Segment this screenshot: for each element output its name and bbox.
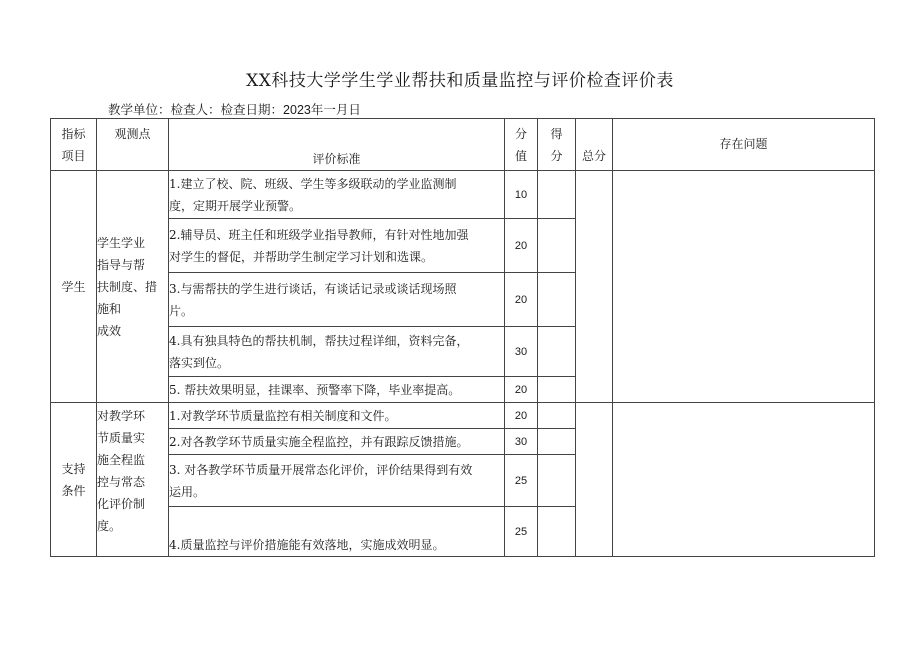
observation-cell: 对教学环 节质量实 施全程监 控与常态 化评价制 度。 <box>97 403 169 557</box>
date-value: 2023年一月日 <box>283 103 361 117</box>
evaluation-table <box>50 118 875 557</box>
points-cell: 10 <box>505 171 538 219</box>
criteria-cell: 3.与需帮扶的学生进行谈话，有谈话记录或谈话现场照 片。 <box>169 273 505 327</box>
issues-cell[interactable] <box>613 403 875 557</box>
points-cell: 20 <box>505 403 538 429</box>
criteria-cell: 3. 对各教学环节质量开展常态化评价，评价结果得到有效 运用。 <box>169 455 505 507</box>
indicator-header: 指标 项目 <box>51 119 97 171</box>
header-row <box>51 119 875 171</box>
score-cell[interactable] <box>538 327 576 377</box>
points-cell: 30 <box>505 327 538 377</box>
table-row <box>51 403 875 429</box>
criteria-cell: 2.对各教学环节质量实施全程监控，并有跟踪反馈措施。 <box>169 429 505 455</box>
table-row <box>51 171 875 219</box>
points-cell: 20 <box>505 377 538 403</box>
unit-label: 教学单位： <box>108 102 171 117</box>
points-cell: 20 <box>505 273 538 327</box>
issues-cell[interactable] <box>613 171 875 403</box>
score-cell[interactable] <box>538 377 576 403</box>
date-label: 检查日期： <box>220 102 284 117</box>
score-header: 得 分 <box>538 119 576 171</box>
criteria-cell: 4.质量监控与评价措施能有效落地，实施成效明显。 <box>169 507 505 557</box>
observation-cell: 学生学业 指导与帮 扶制度、措 施和 成效 <box>97 171 169 403</box>
score-cell[interactable] <box>538 403 576 429</box>
criteria-header: 评价标准 <box>169 119 505 171</box>
total-cell[interactable] <box>576 403 613 557</box>
category-cell: 支持 条件 <box>51 403 97 557</box>
total-cell[interactable] <box>576 171 613 403</box>
observation-header: 观测点 <box>97 119 169 171</box>
form-meta <box>108 100 361 118</box>
inspector-label: 检查人： <box>170 102 221 117</box>
points-header: 分 值 <box>505 119 538 171</box>
page-title: XX科技大学学生学业帮扶和质量监控与评价检查评价表 <box>246 71 674 91</box>
score-cell[interactable] <box>538 507 576 557</box>
score-cell[interactable] <box>538 273 576 327</box>
points-cell: 25 <box>505 455 538 507</box>
points-cell: 30 <box>505 429 538 455</box>
points-cell: 25 <box>505 507 538 557</box>
points-cell: 20 <box>505 219 538 273</box>
issues-header: 存在问题 <box>613 119 875 171</box>
score-cell[interactable] <box>538 171 576 219</box>
total-header: 总分 <box>576 119 613 171</box>
score-cell[interactable] <box>538 429 576 455</box>
score-cell[interactable] <box>538 455 576 507</box>
criteria-cell: 2.辅导员、班主任和班级学业指导教师，有针对性地加强 对学生的督促，并帮助学生制定学习计划和选课。 <box>169 219 505 273</box>
criteria-cell: 1.建立了校、院、班级、学生等多级联动的学业监测制 度，定期开展学业预警。 <box>169 171 505 219</box>
criteria-cell: 1.对教学环节质量监控有相关制度和文件。 <box>169 403 505 429</box>
category-cell: 学生 <box>51 171 97 403</box>
criteria-cell: 5. 帮扶效果明显，挂课率、预警率下降，毕业率提高。 <box>169 377 505 403</box>
criteria-cell: 4.具有独具特色的帮扶机制，帮扶过程详细，资料完备， 落实到位。 <box>169 327 505 377</box>
score-cell[interactable] <box>538 219 576 273</box>
